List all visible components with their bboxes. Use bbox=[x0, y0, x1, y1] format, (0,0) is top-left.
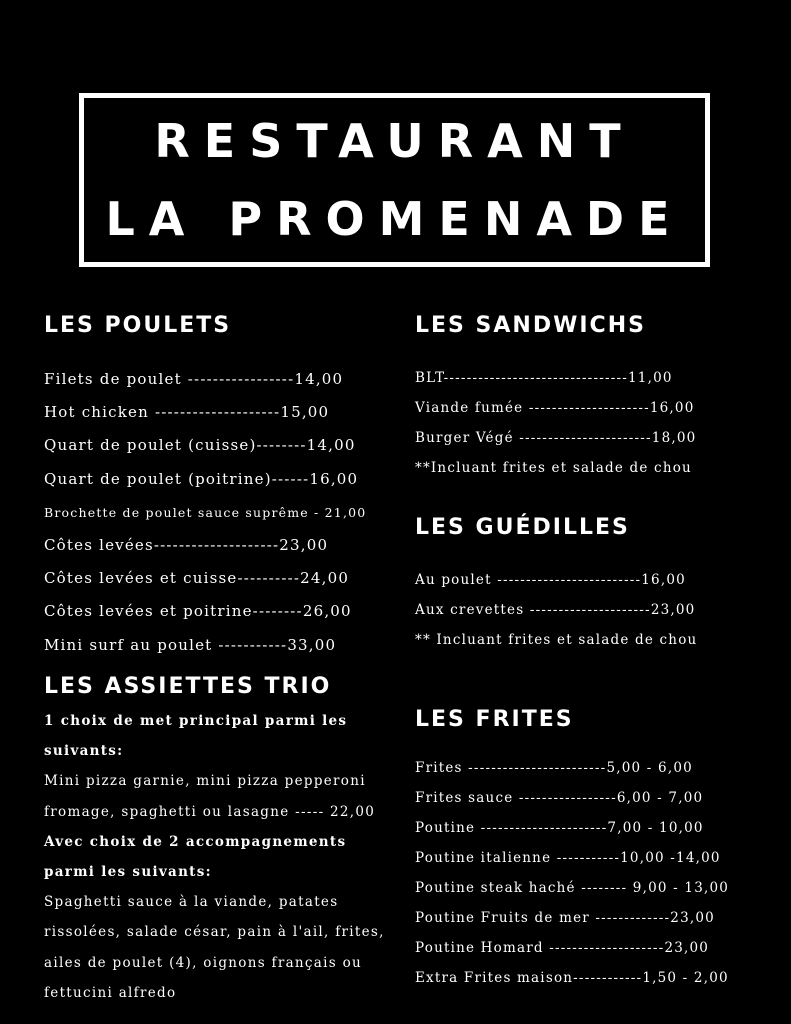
trio-line: Avec choix de 2 accompagnements bbox=[44, 833, 347, 850]
sandwichs-list bbox=[415, 363, 696, 483]
trio-line: Mini pizza garnie, mini pizza pepperoni bbox=[44, 773, 366, 790]
title-line-2: LA PROMENADE bbox=[105, 192, 684, 246]
trio-line: ailes de poulet (4), oignons français ou bbox=[44, 954, 362, 971]
title-line-1: RESTAURANT bbox=[154, 114, 635, 168]
menu-note: **Incluant frites et salade de chou bbox=[415, 460, 692, 476]
trio-line: rissolées, salade césar, pain à l'ail, frites, bbox=[44, 924, 385, 941]
heading-frites: LES FRITES bbox=[415, 707, 574, 732]
trio-description bbox=[44, 706, 414, 1008]
menu-item: Quart de poulet (poitrine)------16,00 bbox=[44, 469, 359, 488]
trio-line: fromage, spaghetti ou lasagne ----- 22,00 bbox=[44, 803, 376, 820]
menu-item: Frites ------------------------5,00 - 6,00 bbox=[415, 760, 693, 776]
trio-line: parmi les suivants: bbox=[44, 863, 212, 880]
menu-item: Mini surf au poulet -----------33,00 bbox=[44, 635, 337, 654]
heading-poulets: LES POULETS bbox=[44, 313, 232, 338]
trio-line: Spaghetti sauce à la viande, patates bbox=[44, 894, 339, 911]
menu-item: Au poulet -------------------------16,00 bbox=[415, 572, 686, 588]
menu-item: Extra Frites maison------------1,50 - 2,00 bbox=[415, 970, 729, 986]
menu-item: Filets de poulet -----------------14,00 bbox=[44, 370, 344, 388]
menu-item: Aux crevettes ---------------------23,00 bbox=[415, 602, 696, 618]
menu-item: Poutine ----------------------7,00 - 10,00 bbox=[415, 820, 704, 836]
menu-item: Frites sauce -----------------6,00 - 7,00 bbox=[415, 790, 704, 806]
trio-line: suivants: bbox=[44, 743, 124, 760]
guedilles-list bbox=[415, 565, 697, 655]
trio-line: fettucini alfredo bbox=[44, 984, 177, 1001]
menu-item: Poutine Homard --------------------23,00 bbox=[415, 940, 710, 956]
menu-item: Poutine steak haché -------- 9,00 - 13,00 bbox=[415, 880, 730, 896]
poulets-list bbox=[44, 363, 366, 662]
heading-guedilles: LES GUÉDILLES bbox=[415, 515, 630, 540]
heading-assiettes-trio: LES ASSIETTES TRIO bbox=[44, 674, 332, 699]
menu-item: Burger Végé -----------------------18,00 bbox=[415, 430, 697, 446]
menu-item: Brochette de poulet sauce suprême - 21,00 bbox=[44, 504, 367, 520]
heading-sandwichs: LES SANDWICHS bbox=[415, 313, 646, 338]
frites-list bbox=[415, 753, 729, 993]
menu-item: Hot chicken --------------------15,00 bbox=[44, 403, 330, 422]
menu-item: BLT--------------------------------11,00 bbox=[415, 370, 673, 386]
restaurant-title-box bbox=[79, 93, 710, 267]
menu-item: Poutine italienne -----------10,00 -14,00 bbox=[415, 850, 721, 866]
trio-line: 1 choix de met principal parmi les bbox=[44, 713, 348, 729]
menu-item: Poutine Fruits de mer -------------23,00 bbox=[415, 910, 715, 926]
menu-item: Côtes levées--------------------23,00 bbox=[44, 535, 329, 554]
menu-item: Quart de poulet (cuisse)--------14,00 bbox=[44, 436, 356, 455]
menu-item: Viande fumée ---------------------16,00 bbox=[415, 400, 695, 416]
menu-item: Côtes levées et poitrine--------26,00 bbox=[44, 602, 352, 621]
menu-note: ** Incluant frites et salade de chou bbox=[415, 632, 698, 648]
menu-item: Côtes levées et cuisse----------24,00 bbox=[44, 569, 350, 588]
